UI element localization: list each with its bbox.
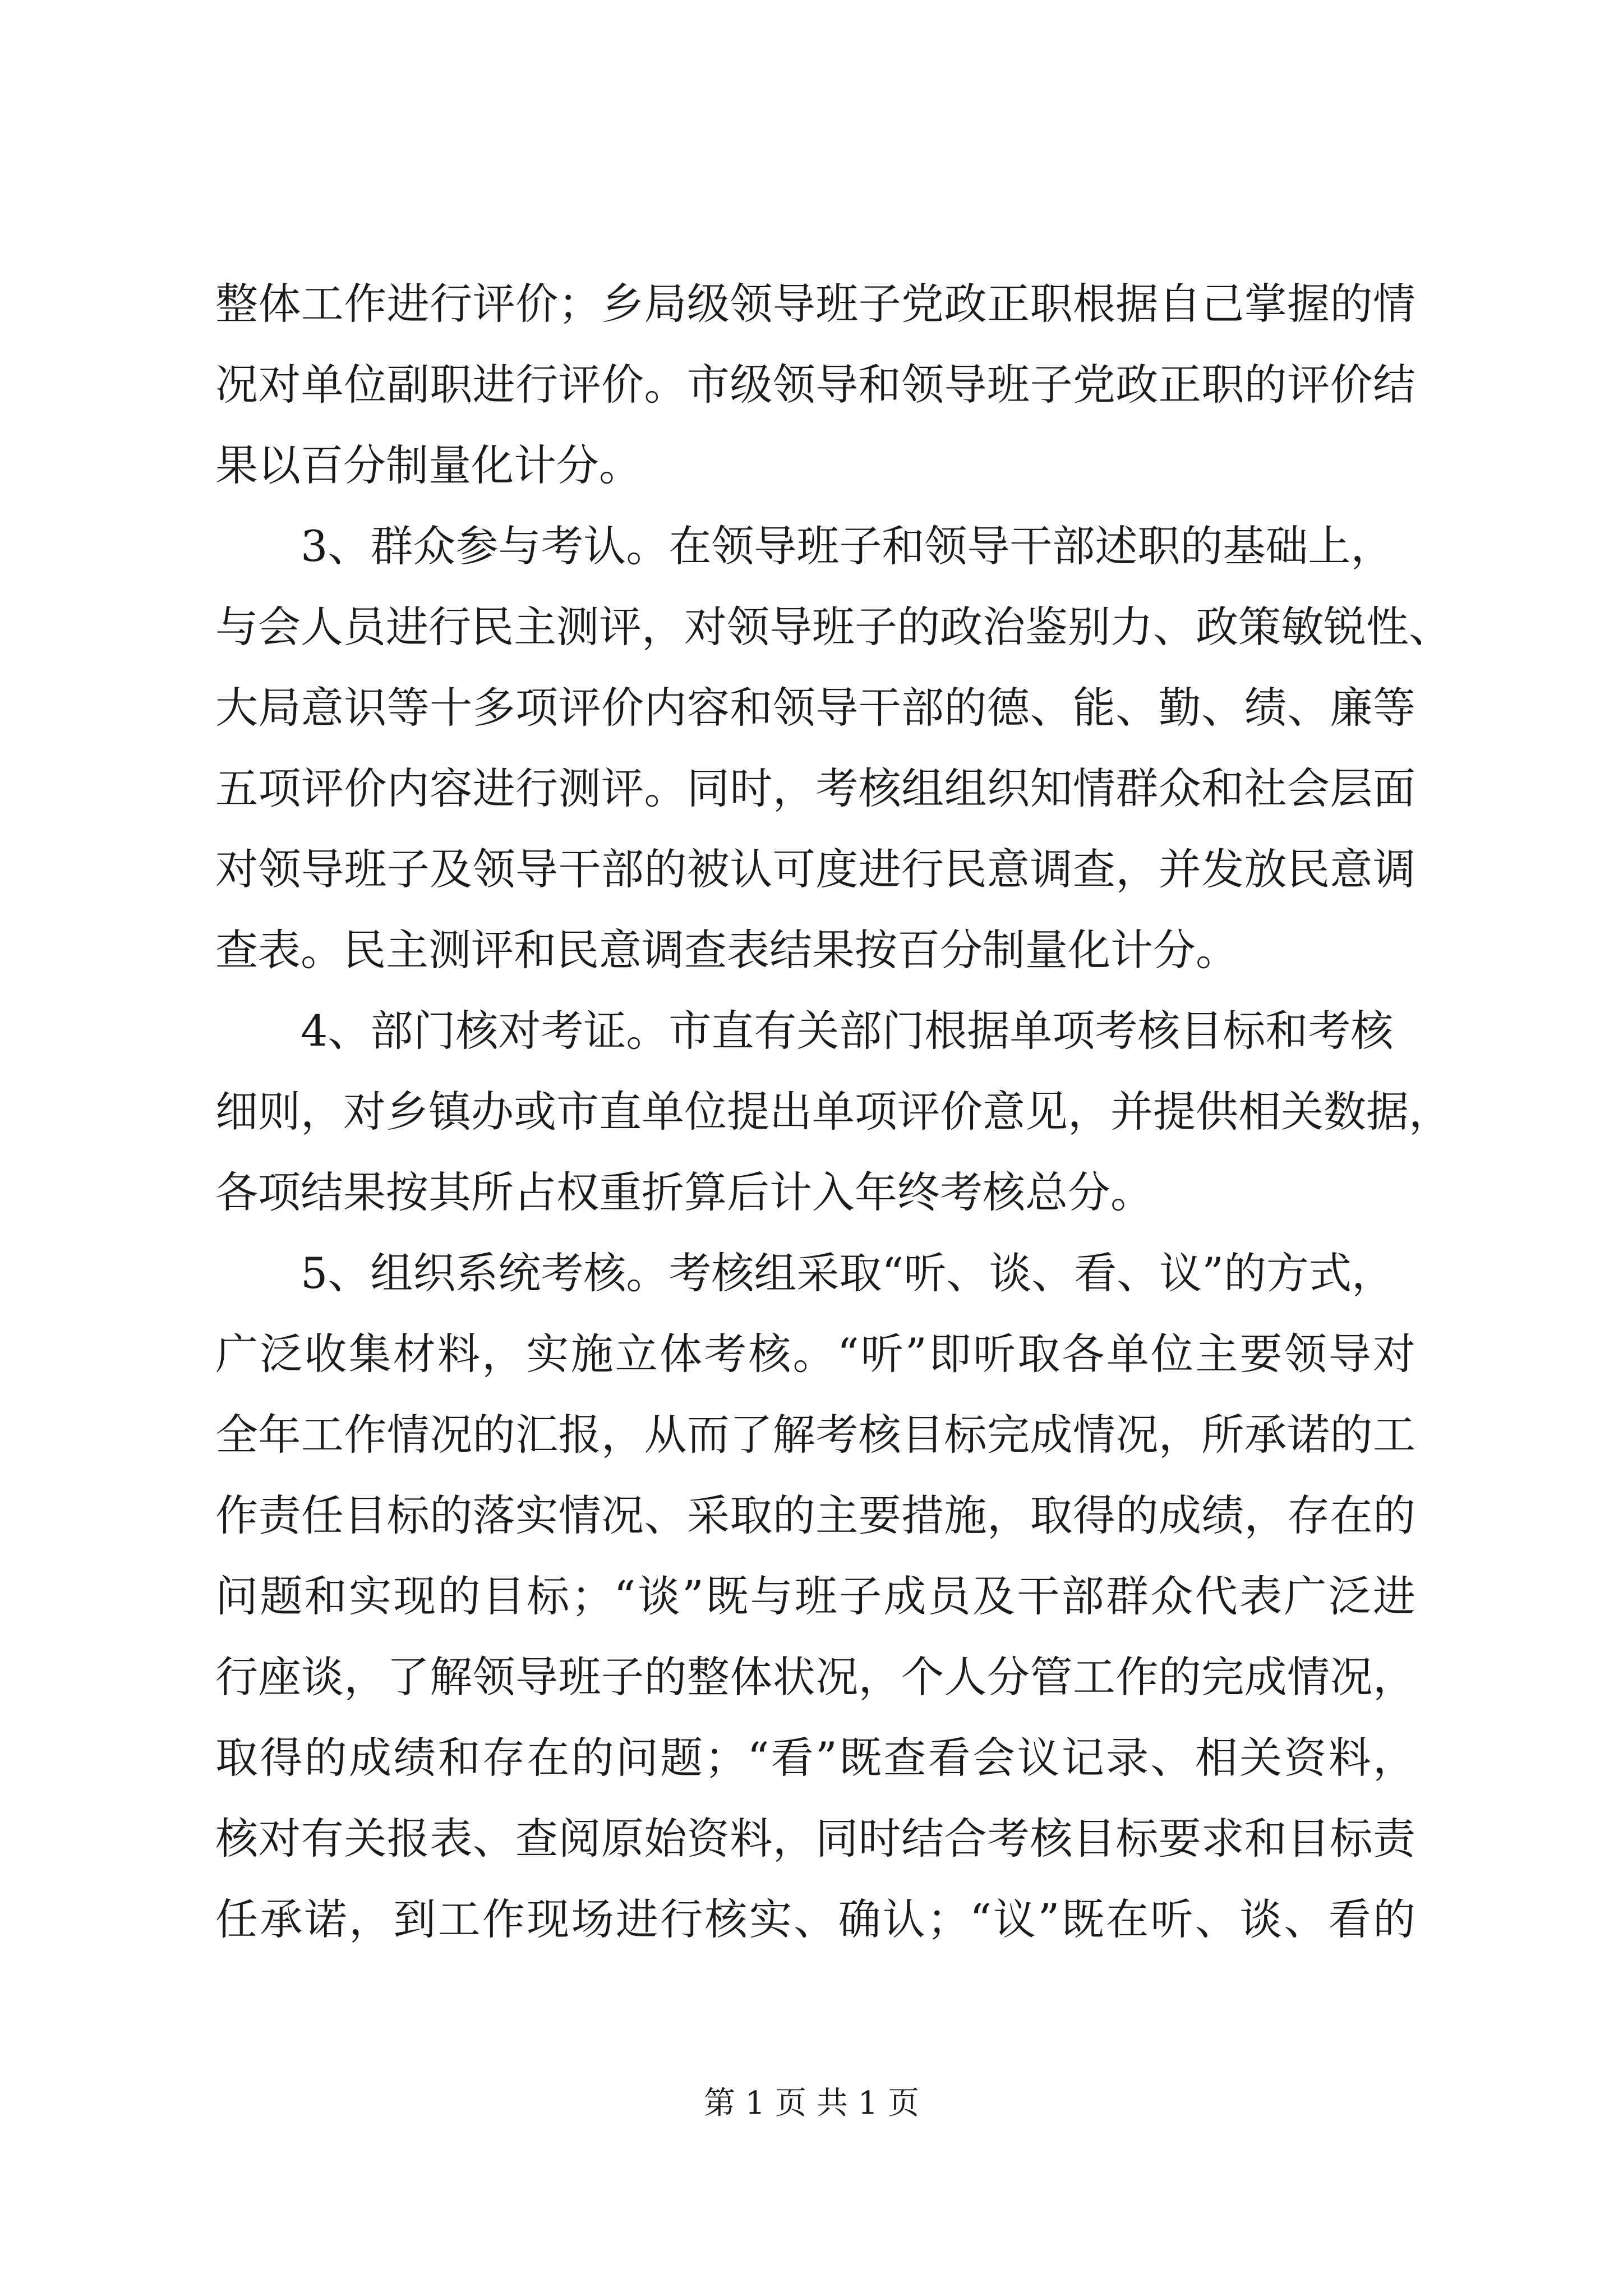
text-line: 取得的成绩和存在的问题；“看”既查看会议记录、相关资料， xyxy=(215,1733,1415,1783)
text-line: 细则，对乡镇办或市直单位提出单项评价意见，并提供相关数据， xyxy=(215,1087,1451,1137)
text-line: 对领导班子及领导干部的被认可度进行民意调查，并发放民意调 xyxy=(215,844,1415,894)
text-line: 整体工作进行评价；乡局级领导班子党政正职根据自己掌握的情 xyxy=(215,279,1415,329)
body-text xyxy=(215,264,1451,1960)
paragraph-start-line: 3、群众参与考认。在领导班子和领导干部述职的基础上， xyxy=(301,521,1394,571)
page-number-label: 第 1 页 共 1 页 xyxy=(703,2085,920,2122)
page-footer xyxy=(0,2081,1623,2126)
text-line: 全年工作情况的汇报，从而了解考核目标完成情况，所承诺的工 xyxy=(215,1410,1415,1460)
paragraph-start-line: 5、组织系统考核。考核组采取“听、谈、看、议”的方式， xyxy=(301,1248,1395,1298)
text-line: 果以百分制量化计分。 xyxy=(215,440,642,490)
text-line: 任承诺，到工作现场进行核实、确认；“议”既在听、谈、看的 xyxy=(215,1894,1415,1944)
text-line: 与会人员进行民主测评，对领导班子的政治鉴别力、政策敏锐性、 xyxy=(215,602,1451,652)
text-line: 况对单位副职进行评价。市级领导和领导班子党政正职的评价结 xyxy=(215,360,1415,409)
text-line: 各项结果按其所占权重折算后计入年终考核总分。 xyxy=(215,1167,1153,1217)
text-line: 大局意识等十多项评价内容和领导干部的德、能、勤、绩、廉等 xyxy=(215,683,1415,733)
paragraph-start-line: 4、部门核对考证。市直有关部门根据单项考核目标和考核 xyxy=(301,1006,1394,1056)
text-line: 问题和实现的目标；“谈”既与班子成员及干部群众代表广泛进 xyxy=(215,1571,1415,1621)
text-line: 五项评价内容进行测评。同时，考核组组织知情群众和社会层面 xyxy=(215,763,1415,813)
text-line: 核对有关报表、查阅原始资料，同时结合考核目标要求和目标责 xyxy=(215,1814,1415,1864)
text-line: 查表。民主测评和民意调查表结果按百分制量化计分。 xyxy=(215,925,1238,975)
text-line: 行座谈，了解领导班子的整体状况，个人分管工作的完成情况， xyxy=(215,1652,1415,1702)
text-line: 作责任目标的落实情况、采取的主要措施，取得的成绩，存在的 xyxy=(215,1490,1415,1540)
text-line: 广泛收集材料，实施立体考核。“听”即听取各单位主要领导对 xyxy=(215,1329,1415,1379)
